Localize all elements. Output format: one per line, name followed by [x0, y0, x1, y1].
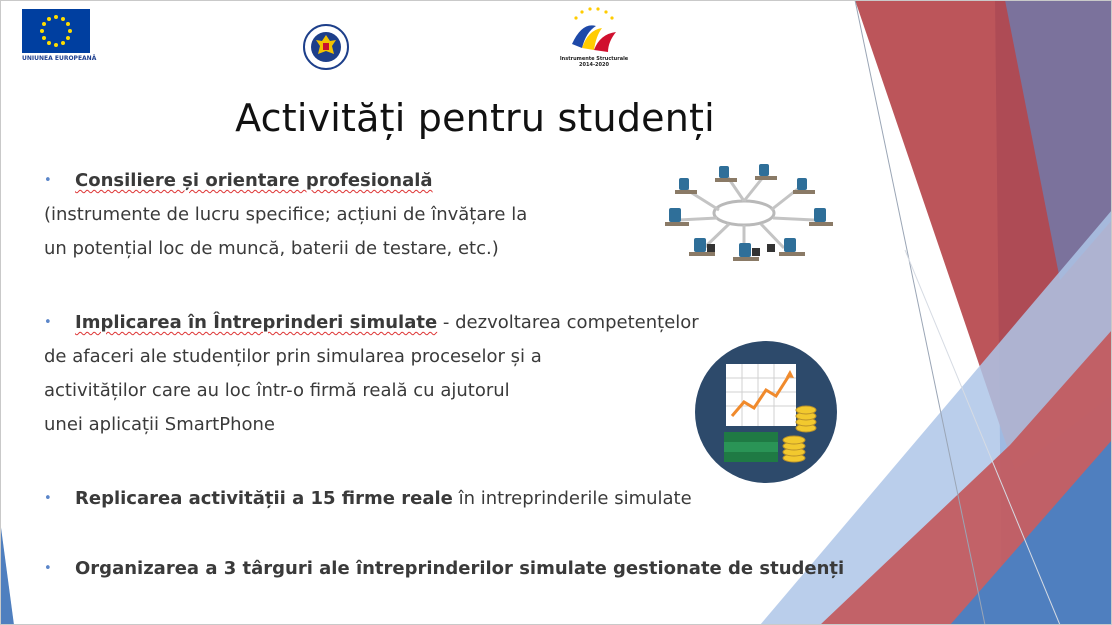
network-people-illustration-icon: [649, 158, 840, 293]
item-line-1: [44, 164, 644, 198]
item-line-1: [44, 552, 864, 586]
caption-line-1: Instrumente Structurale: [559, 56, 629, 62]
item-line-2: de afaceri ale studenților prin simularea proceselor și a: [44, 346, 542, 367]
item-heading: Replicarea activității a 15 firme reale: [75, 488, 453, 509]
bullet-item-counseling: [44, 164, 644, 266]
bullet-icon: •: [44, 561, 52, 576]
government-logo: [303, 24, 349, 70]
caption-line-2: 2014-2020: [579, 62, 609, 68]
eu-flag-icon: [22, 9, 90, 53]
item-line-1: [44, 306, 744, 340]
bullet-icon: •: [44, 491, 52, 506]
growth-chart-money-illustration-icon: [694, 340, 838, 484]
romanian-government-seal-icon: [303, 24, 349, 70]
item-line-3: un potențial loc de muncă, baterii de testare, etc.): [44, 238, 499, 259]
decor-left-blue-sliver: [0, 520, 14, 625]
bullet-item-simulated-enterprises: [44, 306, 744, 442]
slide-title: Activități pentru studenți: [235, 96, 715, 140]
item-heading-continuation: în intreprinderile simulate: [452, 488, 692, 509]
bullet-icon: •: [44, 173, 52, 188]
eu-logo: [22, 9, 97, 62]
item-heading-continuation: - dezvoltarea competențelor: [437, 312, 699, 333]
eu-caption: UNIUNEA EUROPEANĂ: [22, 55, 97, 62]
item-line-4: unei aplicații SmartPhone: [44, 414, 275, 435]
structural-instruments-emblem-icon: [552, 4, 636, 56]
item-heading: Organizarea a 3 târguri ale întreprinderilor simulate gestionate de studenți: [75, 558, 845, 579]
item-line-1: [44, 482, 764, 516]
bullet-item-replication: [44, 482, 764, 516]
item-heading: Implicarea în Întreprinderi simulate: [75, 312, 438, 333]
bullet-icon: •: [44, 315, 52, 330]
item-heading: Consiliere și orientare profesională: [75, 170, 433, 191]
structural-instruments-logo: [552, 4, 636, 74]
structural-instruments-caption: [552, 56, 636, 68]
bullet-item-fairs: [44, 552, 864, 586]
item-line-2: (instrumente de lucru specifice; acțiuni de învățare la: [44, 204, 528, 225]
item-line-3: activităților care au loc într-o firmă reală cu ajutorul: [44, 380, 510, 401]
